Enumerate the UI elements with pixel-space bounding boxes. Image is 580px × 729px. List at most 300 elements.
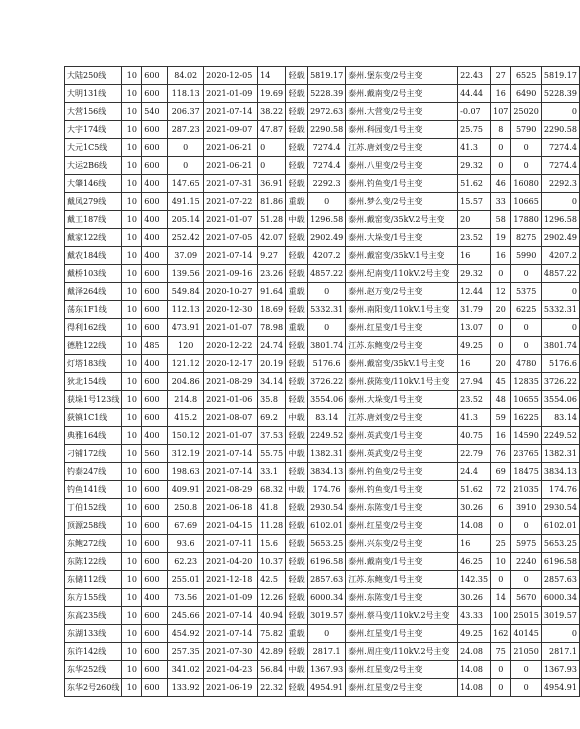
cell-margin: 5228.39 <box>308 85 346 103</box>
cell-load-status: 轻载 <box>286 427 308 445</box>
cell-line-name: 典雅164线 <box>65 427 122 445</box>
cell-value-a: 12.44 <box>458 283 491 301</box>
cell-current: 118.13 <box>168 85 204 103</box>
cell-date: 2021-01-07 <box>204 319 258 337</box>
cell-margin: 4954.91 <box>308 679 346 697</box>
table-row <box>65 301 580 319</box>
cell-line-name: 顶源258线 <box>65 517 122 535</box>
cell-margin: 4857.22 <box>308 265 346 283</box>
cell-margin: 4207.2 <box>308 247 346 265</box>
cell-load-rate: 18.69 <box>258 301 286 319</box>
cell-count: 75 <box>491 643 511 661</box>
cell-value-a: 16 <box>458 247 491 265</box>
cell-date: 2021-08-29 <box>204 481 258 499</box>
cell-voltage: 10 <box>122 301 142 319</box>
cell-line-name: 戴凤279线 <box>65 193 122 211</box>
cell-date: 2021-12-18 <box>204 571 258 589</box>
cell-rated-current: 600 <box>142 139 168 157</box>
cell-value-b: 3554.06 <box>541 391 579 409</box>
cell-date: 2021-09-16 <box>204 265 258 283</box>
table-row <box>65 157 580 175</box>
cell-margin: 7274.4 <box>308 139 346 157</box>
cell-margin: 2292.3 <box>308 175 346 193</box>
cell-count: 25 <box>491 535 511 553</box>
table-row <box>65 661 580 679</box>
cell-value-a: 31.79 <box>458 301 491 319</box>
cell-value-a: 22.43 <box>458 67 491 85</box>
cell-value-b: 2857.63 <box>541 571 579 589</box>
cell-voltage: 10 <box>122 139 142 157</box>
cell-load-status: 轻载 <box>286 175 308 193</box>
cell-substation-transformer: 泰州.红星变/2号主变 <box>346 661 458 679</box>
cell-value-a: 24.08 <box>458 643 491 661</box>
cell-load-status: 轻载 <box>286 229 308 247</box>
cell-count: 10 <box>491 553 511 571</box>
table-row <box>65 409 580 427</box>
cell-margin: 2290.58 <box>308 121 346 139</box>
cell-count: 8 <box>491 121 511 139</box>
cell-date: 2021-07-14 <box>204 625 258 643</box>
cell-margin: 83.14 <box>308 409 346 427</box>
cell-margin: 5176.6 <box>308 355 346 373</box>
table-row <box>65 463 580 481</box>
cell-current: 139.56 <box>168 265 204 283</box>
cell-substation-transformer: 泰州.钓鱼变/2号主变 <box>346 463 458 481</box>
cell-capacity: 25015 <box>511 607 541 625</box>
cell-value-a: 29.32 <box>458 157 491 175</box>
cell-capacity: 0 <box>511 679 541 697</box>
cell-current: 341.02 <box>168 661 204 679</box>
table-row <box>65 283 580 301</box>
cell-capacity: 0 <box>511 265 541 283</box>
cell-current: 257.35 <box>168 643 204 661</box>
cell-current: 204.86 <box>168 373 204 391</box>
cell-rated-current: 600 <box>142 409 168 427</box>
cell-count: 12 <box>491 283 511 301</box>
cell-margin: 1367.93 <box>308 661 346 679</box>
cell-count: 16 <box>491 247 511 265</box>
cell-substation-transformer: 泰州.科园变/1号主变 <box>346 121 458 139</box>
cell-count: 45 <box>491 373 511 391</box>
cell-load-status: 轻载 <box>286 139 308 157</box>
cell-current: 150.12 <box>168 427 204 445</box>
cell-date: 2020-12-05 <box>204 67 258 85</box>
cell-load-rate: 42.5 <box>258 571 286 589</box>
cell-count: 20 <box>491 355 511 373</box>
cell-value-a: 51.62 <box>458 175 491 193</box>
cell-rated-current: 600 <box>142 517 168 535</box>
cell-date: 2021-08-07 <box>204 409 258 427</box>
cell-value-b: 5228.39 <box>541 85 579 103</box>
table-row <box>65 607 580 625</box>
cell-rated-current: 400 <box>142 355 168 373</box>
table-row <box>65 445 580 463</box>
cell-rated-current: 400 <box>142 427 168 445</box>
cell-voltage: 10 <box>122 589 142 607</box>
cell-rated-current: 485 <box>142 337 168 355</box>
cell-current: 0 <box>168 139 204 157</box>
cell-value-b: 3019.57 <box>541 607 579 625</box>
cell-line-name: 东鲍272线 <box>65 535 122 553</box>
cell-capacity: 21035 <box>511 481 541 499</box>
cell-value-b: 2290.58 <box>541 121 579 139</box>
cell-rated-current: 400 <box>142 247 168 265</box>
cell-rated-current: 400 <box>142 175 168 193</box>
cell-line-name: 得利162线 <box>65 319 122 337</box>
cell-rated-current: 600 <box>142 679 168 697</box>
cell-line-name: 戴家122线 <box>65 229 122 247</box>
cell-capacity: 18475 <box>511 463 541 481</box>
cell-date: 2021-04-15 <box>204 517 258 535</box>
cell-rated-current: 600 <box>142 67 168 85</box>
cell-load-rate: 78.98 <box>258 319 286 337</box>
cell-margin: 1296.58 <box>308 211 346 229</box>
cell-value-a: 13.07 <box>458 319 491 337</box>
cell-rated-current: 600 <box>142 373 168 391</box>
cell-value-b: 5332.31 <box>541 301 579 319</box>
cell-load-status: 轻载 <box>286 157 308 175</box>
cell-value-b: 2902.49 <box>541 229 579 247</box>
cell-value-a: 41.3 <box>458 409 491 427</box>
cell-margin: 2972.63 <box>308 103 346 121</box>
cell-rated-current: 600 <box>142 661 168 679</box>
cell-voltage: 10 <box>122 517 142 535</box>
cell-line-name: 戴农184线 <box>65 247 122 265</box>
cell-rated-current: 600 <box>142 625 168 643</box>
cell-voltage: 10 <box>122 427 142 445</box>
cell-value-b: 1382.31 <box>541 445 579 463</box>
cell-voltage: 10 <box>122 571 142 589</box>
cell-date: 2021-04-20 <box>204 553 258 571</box>
cell-load-status: 轻载 <box>286 499 308 517</box>
cell-count: 48 <box>491 391 511 409</box>
cell-capacity: 23765 <box>511 445 541 463</box>
cell-capacity: 21050 <box>511 643 541 661</box>
cell-rated-current: 600 <box>142 85 168 103</box>
cell-date: 2021-07-14 <box>204 607 258 625</box>
cell-substation-transformer: 泰州.钓鱼变/1号主变 <box>346 481 458 499</box>
cell-capacity: 5975 <box>511 535 541 553</box>
cell-rated-current: 600 <box>142 283 168 301</box>
cell-value-b: 0 <box>541 193 579 211</box>
cell-count: 6 <box>491 499 511 517</box>
cell-current: 250.8 <box>168 499 204 517</box>
cell-count: 58 <box>491 211 511 229</box>
cell-margin: 6196.58 <box>308 553 346 571</box>
cell-rated-current: 600 <box>142 571 168 589</box>
cell-date: 2021-07-22 <box>204 193 258 211</box>
cell-substation-transformer: 泰州.戴窑变/35kV.1号主变 <box>346 247 458 265</box>
cell-count: 72 <box>491 481 511 499</box>
cell-value-b: 4954.91 <box>541 679 579 697</box>
cell-load-rate: 38.22 <box>258 103 286 121</box>
cell-current: 120 <box>168 337 204 355</box>
cell-load-rate: 12.26 <box>258 589 286 607</box>
cell-substation-transformer: 泰州.红星变/2号主变 <box>346 679 458 697</box>
cell-substation-transformer: 泰州.堡东变/2号主变 <box>346 67 458 85</box>
cell-margin: 5653.25 <box>308 535 346 553</box>
cell-current: 473.91 <box>168 319 204 337</box>
table-row <box>65 121 580 139</box>
cell-rated-current: 600 <box>142 553 168 571</box>
cell-capacity: 5670 <box>511 589 541 607</box>
cell-date: 2021-06-21 <box>204 157 258 175</box>
table-row <box>65 391 580 409</box>
table-row <box>65 337 580 355</box>
cell-capacity: 16080 <box>511 175 541 193</box>
cell-substation-transformer: 泰州.东陈变/1号主变 <box>346 499 458 517</box>
cell-voltage: 10 <box>122 247 142 265</box>
cell-capacity: 3910 <box>511 499 541 517</box>
cell-voltage: 10 <box>122 355 142 373</box>
cell-load-rate: 14 <box>258 67 286 85</box>
cell-line-name: 大运2B6线 <box>65 157 122 175</box>
cell-voltage: 10 <box>122 661 142 679</box>
table-row <box>65 535 580 553</box>
cell-voltage: 10 <box>122 553 142 571</box>
cell-value-a: 25.75 <box>458 121 491 139</box>
cell-rated-current: 600 <box>142 193 168 211</box>
cell-value-a: 16 <box>458 535 491 553</box>
cell-voltage: 10 <box>122 283 142 301</box>
cell-load-status: 重载 <box>286 193 308 211</box>
cell-current: 133.92 <box>168 679 204 697</box>
cell-value-b: 5653.25 <box>541 535 579 553</box>
cell-rated-current: 600 <box>142 319 168 337</box>
cell-load-status: 中载 <box>286 661 308 679</box>
cell-count: 20 <box>491 301 511 319</box>
cell-value-a: 14.08 <box>458 679 491 697</box>
cell-load-status: 轻载 <box>286 463 308 481</box>
cell-voltage: 10 <box>122 211 142 229</box>
cell-date: 2021-01-07 <box>204 211 258 229</box>
cell-value-a: 29.32 <box>458 265 491 283</box>
cell-value-a: 15.57 <box>458 193 491 211</box>
cell-voltage: 10 <box>122 535 142 553</box>
cell-value-b: 2249.52 <box>541 427 579 445</box>
cell-load-status: 轻载 <box>286 301 308 319</box>
cell-load-rate: 42.07 <box>258 229 286 247</box>
cell-count: 33 <box>491 193 511 211</box>
cell-substation-transformer: 江苏.东鲍变/2号主变 <box>346 337 458 355</box>
data-table <box>64 66 580 697</box>
table-row <box>65 589 580 607</box>
cell-value-a: -0.07 <box>458 103 491 121</box>
cell-substation-transformer: 江苏.唐刘变/2号主变 <box>346 409 458 427</box>
cell-count: 100 <box>491 607 511 625</box>
cell-line-name: 德胜122线 <box>65 337 122 355</box>
cell-load-rate: 68.32 <box>258 481 286 499</box>
cell-load-status: 重载 <box>286 319 308 337</box>
cell-value-b: 1367.93 <box>541 661 579 679</box>
cell-capacity: 40145 <box>511 625 541 643</box>
cell-value-a: 23.52 <box>458 391 491 409</box>
cell-current: 454.92 <box>168 625 204 643</box>
cell-voltage: 10 <box>122 265 142 283</box>
cell-date: 2020-12-22 <box>204 337 258 355</box>
table-row <box>65 571 580 589</box>
cell-count: 59 <box>491 409 511 427</box>
cell-load-status: 轻载 <box>286 247 308 265</box>
cell-voltage: 10 <box>122 445 142 463</box>
cell-voltage: 10 <box>122 643 142 661</box>
cell-load-rate: 42.89 <box>258 643 286 661</box>
cell-margin: 3554.06 <box>308 391 346 409</box>
cell-rated-current: 600 <box>142 391 168 409</box>
cell-current: 205.14 <box>168 211 204 229</box>
cell-rated-current: 600 <box>142 643 168 661</box>
cell-substation-transformer: 泰州.大垛变/1号主变 <box>346 391 458 409</box>
cell-current: 93.6 <box>168 535 204 553</box>
cell-count: 16 <box>491 85 511 103</box>
cell-date: 2021-01-07 <box>204 427 258 445</box>
cell-substation-transformer: 泰州.大营变/2号主变 <box>346 103 458 121</box>
cell-margin: 0 <box>308 319 346 337</box>
cell-load-rate: 75.82 <box>258 625 286 643</box>
cell-capacity: 10665 <box>511 193 541 211</box>
cell-date: 2020-10-27 <box>204 283 258 301</box>
cell-value-a: 16 <box>458 355 491 373</box>
cell-margin: 0 <box>308 193 346 211</box>
cell-value-b: 5176.6 <box>541 355 579 373</box>
cell-value-b: 7274.4 <box>541 157 579 175</box>
cell-voltage: 10 <box>122 625 142 643</box>
table-row <box>65 247 580 265</box>
cell-line-name: 东许142线 <box>65 643 122 661</box>
cell-value-a: 142.35 <box>458 571 491 589</box>
cell-substation-transformer: 泰州.戴南变/1号主变 <box>346 553 458 571</box>
cell-count: 16 <box>491 427 511 445</box>
cell-load-status: 轻载 <box>286 607 308 625</box>
cell-rated-current: 600 <box>142 499 168 517</box>
cell-count: 0 <box>491 265 511 283</box>
cell-load-rate: 47.87 <box>258 121 286 139</box>
cell-value-a: 46.25 <box>458 553 491 571</box>
cell-date: 2021-06-21 <box>204 139 258 157</box>
cell-substation-transformer: 泰州.钓鱼变/1号主变 <box>346 175 458 193</box>
cell-capacity: 0 <box>511 139 541 157</box>
table-row <box>65 229 580 247</box>
cell-substation-transformer: 泰州.兴东变/2号主变 <box>346 535 458 553</box>
cell-value-b: 6000.34 <box>541 589 579 607</box>
cell-capacity: 6525 <box>511 67 541 85</box>
cell-line-name: 大宇174线 <box>65 121 122 139</box>
cell-margin: 0 <box>308 625 346 643</box>
cell-substation-transformer: 江苏.唐刘变/2号主变 <box>346 139 458 157</box>
cell-line-name: 戴泽264线 <box>65 283 122 301</box>
cell-load-rate: 69.2 <box>258 409 286 427</box>
cell-rated-current: 600 <box>142 535 168 553</box>
cell-count: 107 <box>491 103 511 121</box>
cell-value-a: 24.4 <box>458 463 491 481</box>
cell-capacity: 0 <box>511 319 541 337</box>
cell-load-status: 轻载 <box>286 265 308 283</box>
cell-margin: 174.76 <box>308 481 346 499</box>
cell-margin: 5819.17 <box>308 67 346 85</box>
cell-line-name: 东华252线 <box>65 661 122 679</box>
cell-voltage: 10 <box>122 607 142 625</box>
cell-date: 2021-07-30 <box>204 643 258 661</box>
cell-margin: 3834.13 <box>308 463 346 481</box>
cell-substation-transformer: 泰州.荻陈变/110kV.1号主变 <box>346 373 458 391</box>
cell-count: 14 <box>491 589 511 607</box>
cell-current: 84.02 <box>168 67 204 85</box>
cell-current: 62.23 <box>168 553 204 571</box>
cell-current: 37.09 <box>168 247 204 265</box>
cell-margin: 3019.57 <box>308 607 346 625</box>
cell-date: 2021-07-14 <box>204 103 258 121</box>
cell-value-a: 23.52 <box>458 229 491 247</box>
cell-voltage: 10 <box>122 463 142 481</box>
cell-capacity: 5375 <box>511 283 541 301</box>
cell-margin: 7274.4 <box>308 157 346 175</box>
cell-date: 2021-01-06 <box>204 391 258 409</box>
cell-line-name: 东方155线 <box>65 589 122 607</box>
cell-capacity: 17880 <box>511 211 541 229</box>
cell-value-a: 49.25 <box>458 337 491 355</box>
cell-load-status: 重载 <box>286 283 308 301</box>
cell-value-b: 2817.1 <box>541 643 579 661</box>
cell-load-status: 轻载 <box>286 373 308 391</box>
cell-line-name: 东储112线 <box>65 571 122 589</box>
cell-voltage: 10 <box>122 319 142 337</box>
cell-value-a: 30.26 <box>458 589 491 607</box>
cell-voltage: 10 <box>122 337 142 355</box>
cell-date: 2021-07-05 <box>204 229 258 247</box>
cell-rated-current: 600 <box>142 301 168 319</box>
cell-count: 19 <box>491 229 511 247</box>
cell-load-rate: 20.19 <box>258 355 286 373</box>
cell-voltage: 10 <box>122 193 142 211</box>
cell-margin: 3726.22 <box>308 373 346 391</box>
cell-substation-transformer: 泰州.戴南变/2号主变 <box>346 85 458 103</box>
cell-value-a: 41.3 <box>458 139 491 157</box>
cell-value-a: 40.75 <box>458 427 491 445</box>
cell-value-b: 6102.01 <box>541 517 579 535</box>
cell-substation-transformer: 泰州.戴窑变/35kV.2号主变 <box>346 211 458 229</box>
cell-voltage: 10 <box>122 409 142 427</box>
cell-capacity: 0 <box>511 571 541 589</box>
cell-value-a: 14.08 <box>458 661 491 679</box>
cell-value-b: 1296.58 <box>541 211 579 229</box>
cell-date: 2021-06-18 <box>204 499 258 517</box>
cell-current: 245.66 <box>168 607 204 625</box>
cell-value-a: 14.08 <box>458 517 491 535</box>
cell-date: 2021-04-23 <box>204 661 258 679</box>
table-row <box>65 67 580 85</box>
cell-capacity: 8275 <box>511 229 541 247</box>
cell-capacity: 25020 <box>511 103 541 121</box>
cell-value-b: 174.76 <box>541 481 579 499</box>
cell-substation-transformer: 泰州.南阳变/110kV.1号主变 <box>346 301 458 319</box>
cell-rated-current: 600 <box>142 121 168 139</box>
cell-rated-current: 400 <box>142 211 168 229</box>
cell-capacity: 16225 <box>511 409 541 427</box>
cell-date: 2021-01-09 <box>204 589 258 607</box>
table-row <box>65 625 580 643</box>
cell-date: 2021-07-31 <box>204 175 258 193</box>
cell-count: 46 <box>491 175 511 193</box>
cell-line-name: 大元1C5线 <box>65 139 122 157</box>
cell-value-a: 22.79 <box>458 445 491 463</box>
cell-current: 415.2 <box>168 409 204 427</box>
cell-margin: 2902.49 <box>308 229 346 247</box>
cell-substation-transformer: 泰州.赵万变/2号主变 <box>346 283 458 301</box>
cell-rated-current: 600 <box>142 607 168 625</box>
cell-capacity: 6225 <box>511 301 541 319</box>
cell-voltage: 10 <box>122 85 142 103</box>
table-row <box>65 355 580 373</box>
